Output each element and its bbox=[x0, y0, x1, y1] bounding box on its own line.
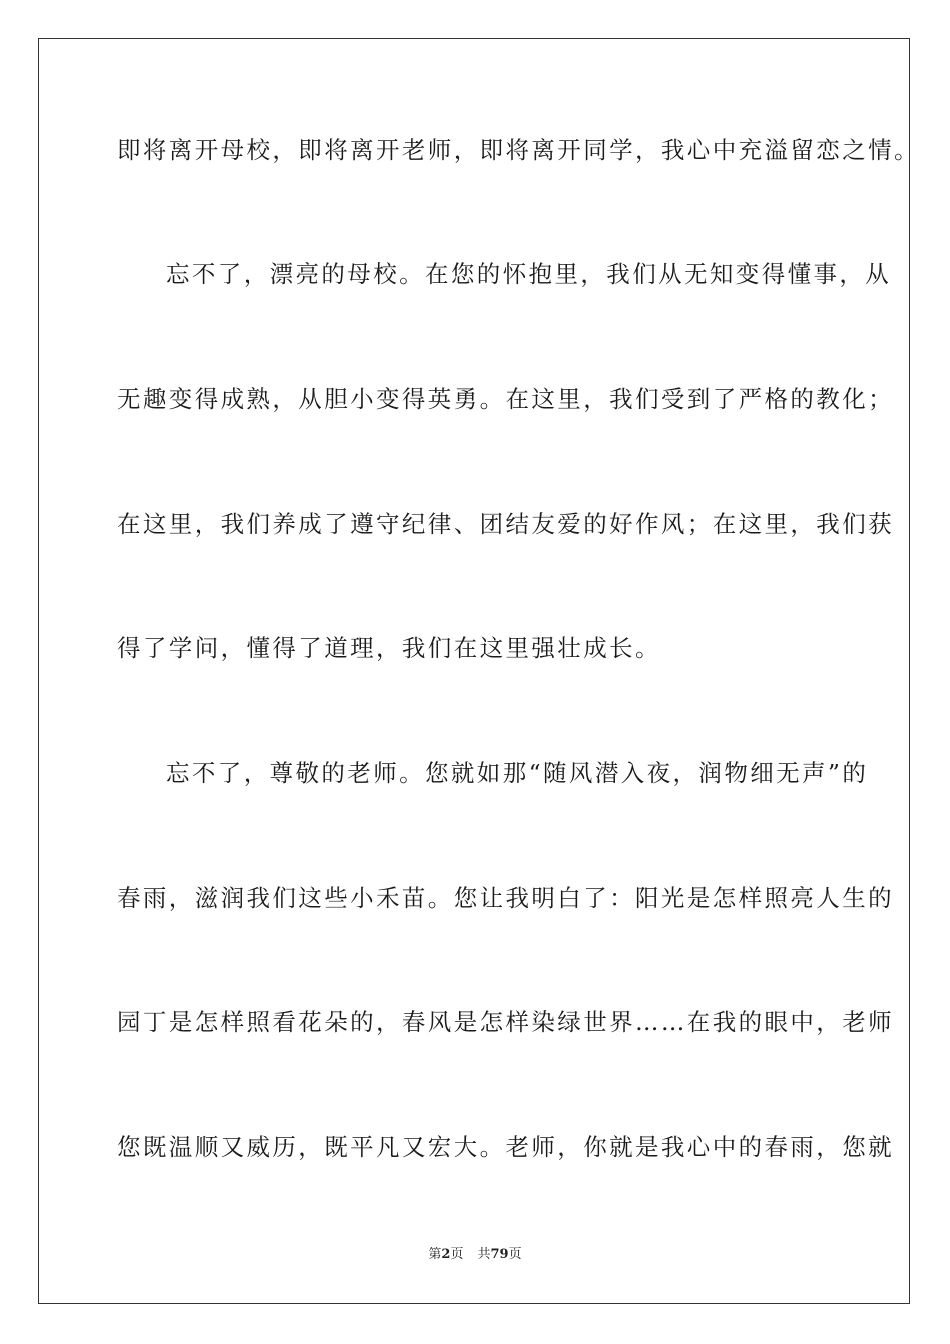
text-line-2: 忘不了，漂亮的母校。在您的怀抱里，我们从无知变得懂事，从 bbox=[166, 260, 892, 288]
page-number: 2 bbox=[441, 1247, 451, 1262]
text-line-1: 即将离开母校，即将离开老师，即将离开同学，我心中充溢留恋之情。 bbox=[117, 136, 920, 164]
text-line-8: 园丁是怎样照看花朵的，春风是怎样染绿世界……在我的眼中，老师 bbox=[117, 1008, 894, 1036]
text-line-4: 在这里，我们养成了遵守纪律、团结友爱的好作风；在这里，我们获 bbox=[117, 510, 894, 538]
text-line-3: 无趣变得成熟，从胆小变得英勇。在这里，我们受到了严格的教化； bbox=[117, 385, 894, 413]
page-suffix: 页 bbox=[450, 1247, 464, 1262]
total-pages: 79 bbox=[490, 1247, 509, 1262]
total-prefix: 共 bbox=[477, 1247, 491, 1262]
text-line-9: 您既温顺又威历，既平凡又宏大。老师，你就是我心中的春雨，您就 bbox=[117, 1133, 894, 1161]
text-line-7: 春雨，滋润我们这些小禾苗。您让我明白了：阳光是怎样照亮人生的 bbox=[117, 884, 894, 912]
page-footer bbox=[0, 1246, 950, 1264]
page-prefix: 第 bbox=[428, 1247, 442, 1262]
text-line-6: 忘不了，尊敬的老师。您就如那“随风潜入夜，润物细无声”的 bbox=[166, 759, 869, 787]
text-line-5: 得了学问，懂得了道理，我们在这里强壮成长。 bbox=[117, 634, 661, 662]
total-suffix: 页 bbox=[508, 1247, 522, 1262]
page-frame bbox=[38, 38, 920, 1304]
